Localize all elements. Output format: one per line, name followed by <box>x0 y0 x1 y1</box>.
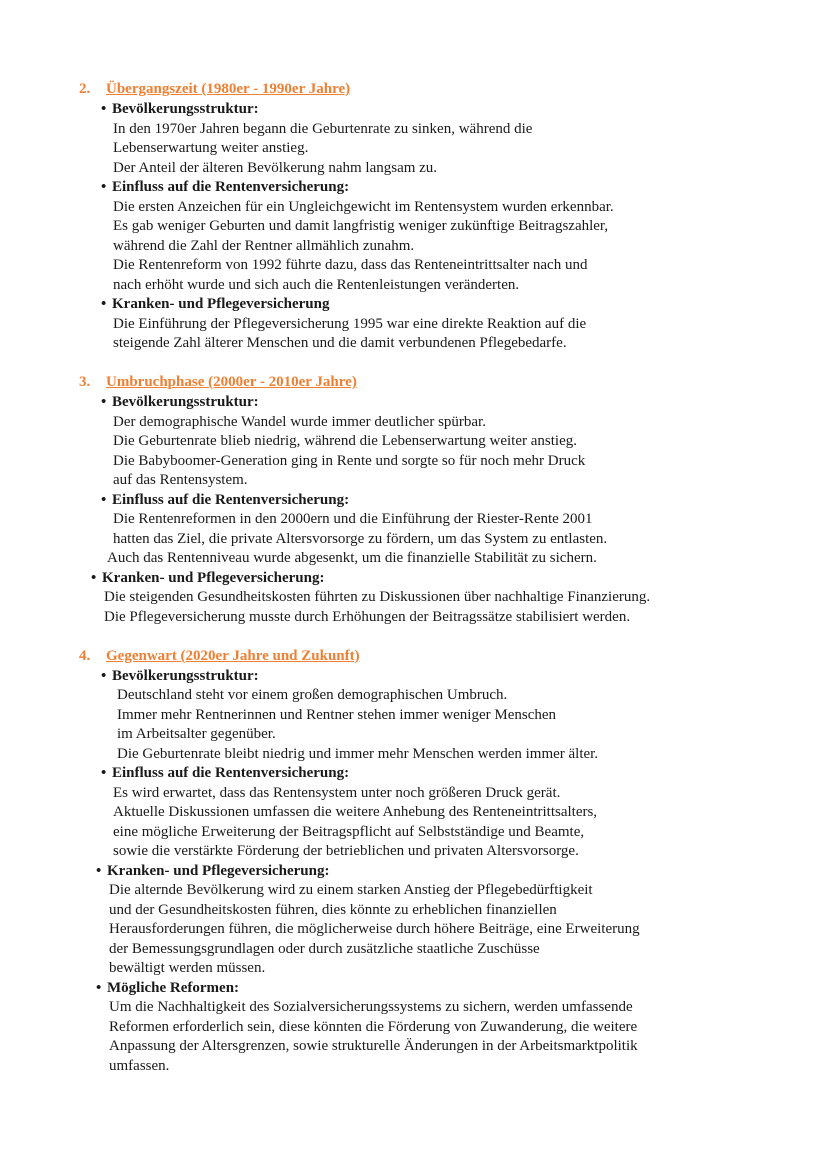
text-line: hatten das Ziel, die private Altersvorsorge zu fördern, um das System zu entlasten. <box>113 531 608 547</box>
text-line: Die Pflegeversicherung musste durch Erhöhungen der Beitragssätze stabilisiert werden. <box>104 609 631 625</box>
text-line: Es gab weniger Geburten und damit langfristig weniger zukünftige Beitragszahler, <box>113 218 609 234</box>
subsection-heading <box>101 295 330 314</box>
text-line: Immer mehr Rentnerinnen und Rentner stehen immer weniger Menschen <box>117 707 557 723</box>
text-line: eine mögliche Erweiterung der Beitragspflicht auf Selbstständige und Beamte, <box>113 824 585 840</box>
text-line: Die Geburtenrate blieb niedrig, während die Lebenserwartung weiter anstieg. <box>113 433 577 449</box>
subsection-title: Bevölkerungsstruktur: <box>112 394 259 410</box>
subsection-title: Einfluss auf die Rentenversicherung: <box>112 765 350 781</box>
text-line: Reformen erforderlich sein, diese könnten die Förderung von Zuwanderung, die weitere <box>109 1019 638 1035</box>
text-line: und der Gesundheitskosten führen, dies könnte zu erheblichen finanziellen <box>109 902 557 918</box>
subsection-title: Kranken- und Pflegeversicherung <box>112 296 330 312</box>
subsection-title: Bevölkerungsstruktur: <box>112 101 259 117</box>
bullet-icon: • <box>101 492 107 508</box>
section-title: Übergangszeit (1980er - 1990er Jahre) <box>106 81 351 97</box>
subsection-title: Kranken- und Pflegeversicherung: <box>102 570 325 586</box>
bullet-icon: • <box>96 980 102 996</box>
text-line: Herausforderungen führen, die möglicherweise durch höhere Beiträge, eine Erweiterung <box>109 921 640 937</box>
bullet-icon: • <box>96 863 102 879</box>
subsection-title: Einfluss auf die Rentenversicherung: <box>112 492 350 508</box>
text-line: nach erhöht wurde und sich auch die Rentenleistungen veränderten. <box>113 277 520 293</box>
subsection-heading <box>96 862 330 881</box>
subsection-heading <box>101 491 349 510</box>
text-line: Die steigenden Gesundheitskosten führten zu Diskussionen über nachhaltige Finanzierung. <box>104 589 651 605</box>
text-line: Die Rentenreform von 1992 führte dazu, dass das Renteneintrittsalter nach und <box>113 257 588 273</box>
text-line: Es wird erwartet, dass das Rentensystem unter noch größeren Druck gerät. <box>113 785 561 801</box>
text-line: Deutschland steht vor einem großen demographischen Umbruch. <box>117 687 508 703</box>
subsection-heading <box>101 764 349 783</box>
section-heading <box>79 373 357 392</box>
text-line: der Bemessungsgrundlagen oder durch zusätzliche staatliche Zuschüsse <box>109 941 540 957</box>
subsection-heading <box>101 178 349 197</box>
text-line: auf das Rentensystem. <box>113 472 248 488</box>
subsection-heading <box>101 393 259 412</box>
text-line: Die ersten Anzeichen für ein Ungleichgewicht im Rentensystem wurden erkennbar. <box>113 199 614 215</box>
bullet-icon: • <box>101 668 107 684</box>
text-line: Auch das Rentenniveau wurde abgesenkt, um die finanzielle Stabilität zu sichern. <box>107 550 597 566</box>
subsection-heading <box>91 569 325 588</box>
bullet-icon: • <box>101 765 107 781</box>
section-number: 4. <box>79 648 91 664</box>
text-line: Die Babyboomer-Generation ging in Rente und sorgte so für noch mehr Druck <box>113 453 586 469</box>
text-line: sowie die verstärkte Förderung der betrieblichen und privaten Altersvorsorge. <box>113 843 579 859</box>
bullet-icon: • <box>101 101 107 117</box>
section-title: Gegenwart (2020er Jahre und Zukunft) <box>106 648 360 664</box>
subsection-heading <box>101 100 259 119</box>
section-number: 3. <box>79 374 91 390</box>
bullet-icon: • <box>91 570 97 586</box>
text-line: umfassen. <box>109 1058 170 1074</box>
text-line: Um die Nachhaltigkeit des Sozialversicherungssystems zu sichern, werden umfassende <box>109 999 633 1015</box>
text-line: Die Einführung der Pflegeversicherung 1995 war eine direkte Reaktion auf die <box>113 316 587 332</box>
text-line: während die Zahl der Rentner allmählich zunahm. <box>113 238 415 254</box>
section-heading <box>79 80 350 99</box>
text-line: Die alternde Bevölkerung wird zu einem starken Anstieg der Pflegebedürftigkeit <box>109 882 593 898</box>
bullet-icon: • <box>101 179 107 195</box>
text-line: Anpassung der Altersgrenzen, sowie strukturelle Änderungen in der Arbeitsmarktpolitik <box>109 1038 638 1054</box>
subsection-title: Kranken- und Pflegeversicherung: <box>107 863 330 879</box>
text-line: Der Anteil der älteren Bevölkerung nahm langsam zu. <box>113 160 438 176</box>
text-line: Lebenserwartung weiter anstieg. <box>113 140 309 156</box>
section-heading <box>79 647 360 666</box>
section-title: Umbruchphase (2000er - 2010er Jahre) <box>106 374 357 390</box>
text-line: Aktuelle Diskussionen umfassen die weitere Anhebung des Renteneintrittsalters, <box>113 804 598 820</box>
subsection-heading <box>101 667 259 686</box>
text-line: Die Rentenreformen in den 2000ern und die Einführung der Riester-Rente 2001 <box>113 511 593 527</box>
subsection-heading <box>96 979 239 998</box>
bullet-icon: • <box>101 394 107 410</box>
text-line: Der demographische Wandel wurde immer deutlicher spürbar. <box>113 414 486 430</box>
text-line: bewältigt werden müssen. <box>109 960 266 976</box>
text-line: In den 1970er Jahren begann die Geburtenrate zu sinken, während die <box>113 121 533 137</box>
section-number: 2. <box>79 81 91 97</box>
text-line: Die Geburtenrate bleibt niedrig und immer mehr Menschen werden immer älter. <box>117 746 599 762</box>
text-line: im Arbeitsalter gegenüber. <box>117 726 276 742</box>
subsection-title: Mögliche Reformen: <box>107 980 240 996</box>
subsection-title: Einfluss auf die Rentenversicherung: <box>112 179 350 195</box>
bullet-icon: • <box>101 296 107 312</box>
text-line: steigende Zahl älterer Menschen und die damit verbundenen Pflegebedarfe. <box>113 335 567 351</box>
subsection-title: Bevölkerungsstruktur: <box>112 668 259 684</box>
